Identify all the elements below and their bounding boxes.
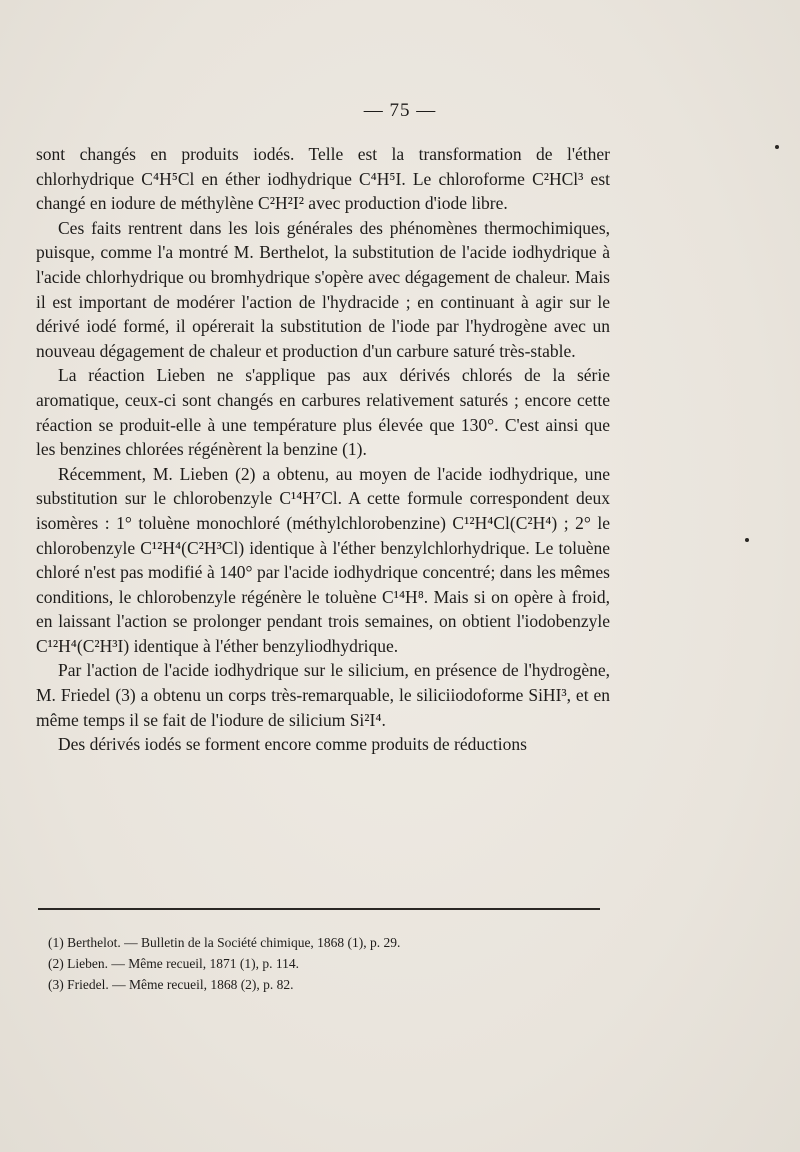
body-text	[36, 142, 610, 757]
ink-speck	[775, 145, 779, 149]
paragraph: Ces faits rentrent dans les lois générales des phénomènes thermochimiques, puisque, comme l'a montré M. Berthelot, la substitution de l'acide iodhydrique à l'acide chlorhydrique ou bromhydrique s'opère avec dégagement de chaleur. Mais il est important de modérer l'action de l'hydracide ; en continuant à agir sur le dérivé iodé formé, il opérerait la substitution de l'iode par l'hydrogène avec un nouveau dégagement de chaleur et production d'un carbure saturé très-stable.	[36, 217, 610, 361]
paragraph: Par l'action de l'acide iodhydrique sur le silicium, en présence de l'hydrogène, M. Friedel (3) a obtenu un corps très-remarquable, le siliciiodoforme SiHI³, et en même temps il se fait de l'iodure de silicium Si²I⁴.	[36, 660, 610, 730]
footnote-separator	[38, 908, 600, 910]
paragraph: La réaction Lieben ne s'applique pas aux dérivés chlorés de la série aromatique, ceux-ci sont changés en carbures relativement saturés ; encore cette réaction se produit-elle à une température plus élevée que 130°. C'est ainsi que les benzines chlorées régénèrent la benzine (1).	[36, 365, 610, 460]
footnote: (2) Lieben. — Même recueil, 1871 (1), p. 114.	[48, 956, 300, 971]
footnotes	[48, 932, 608, 995]
footnote: (1) Berthelot. — Bulletin de la Société chimique, 1868 (1), p. 29.	[48, 935, 401, 950]
paragraph: Des dérivés iodés se forment encore comme produits de réductions	[58, 734, 527, 755]
footnote: (3) Friedel. — Même recueil, 1868 (2), p. 82.	[48, 977, 294, 992]
paragraph: sont changés en produits iodés. Telle est la transformation de l'éther chlorhydrique C⁴H⁵Cl en éther iodhydrique C⁴H⁵I. Le chloroforme C²HCl³ est changé en iodure de méthylène C²H²I² avec production d'iode libre.	[36, 144, 610, 214]
page-number: — 75 —	[363, 100, 437, 121]
ink-speck	[745, 538, 749, 542]
paragraph: Récemment, M. Lieben (2) a obtenu, au moyen de l'acide iodhydrique, une substitution sur le chlorobenzyle C¹⁴H⁷Cl. A cette formule correspondent deux isomères : 1° toluène monochloré (méthylchlorobenzine) C¹²H⁴Cl(C²H⁴) ; 2° le chlorobenzyle C¹²H⁴(C²H³Cl) identique à l'éther benzylchlorhydrique. Le toluène chloré n'est pas modifié à 140° par l'acide iodhydrique concentré; dans les mêmes conditions, le chlorobenzyle régénère le toluène C¹⁴H⁸. Mais si on opère à froid, en laissant l'action se prolonger pendant trois semaines, on obtient l'iodobenzyle C¹²H⁴(C²H³I) identique à l'éther benzyliodhydrique.	[36, 463, 610, 656]
